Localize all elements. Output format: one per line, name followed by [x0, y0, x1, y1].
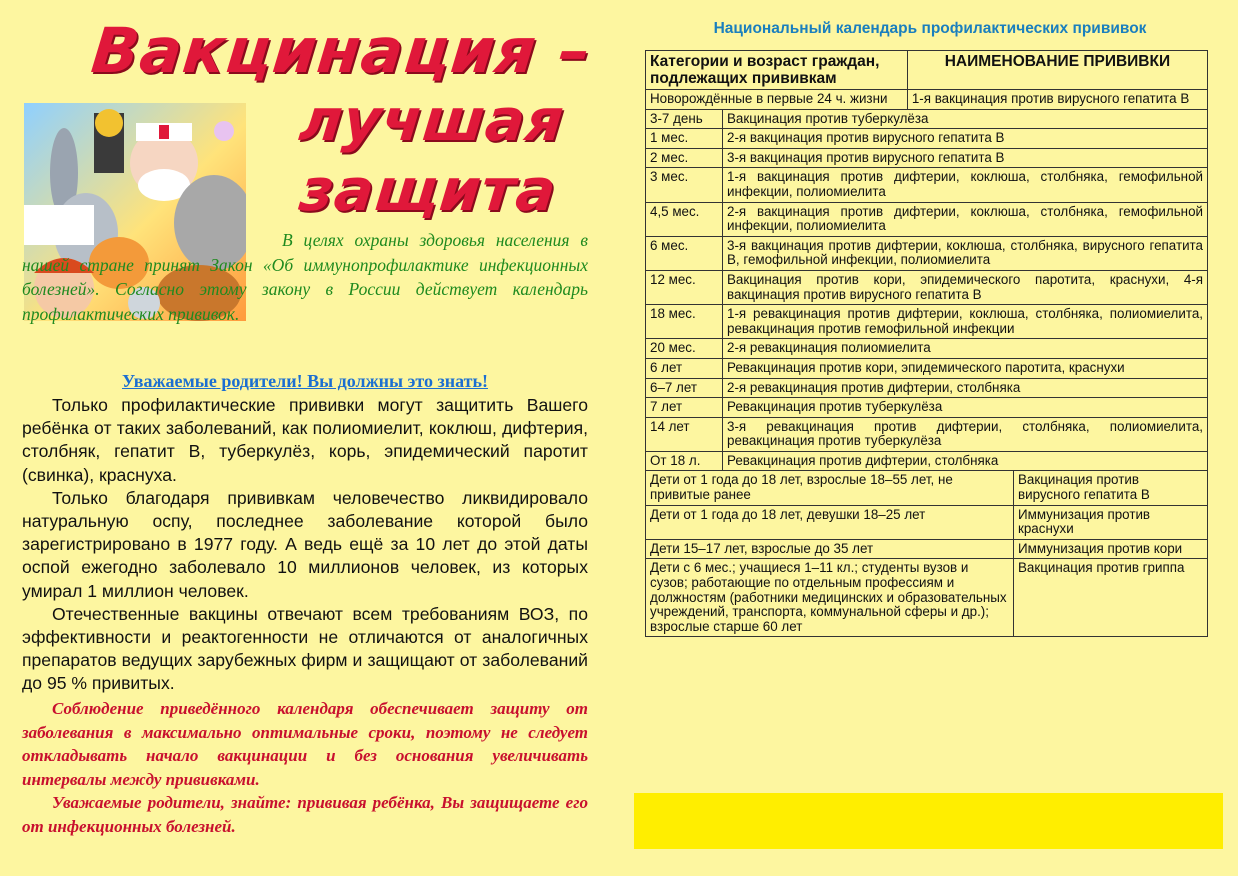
vaccine-cell: Иммунизация против кори	[1014, 539, 1208, 559]
vaccine-cell: 2-я ревакцинация полиомиелита	[723, 339, 1208, 359]
table-row	[646, 398, 1208, 418]
vaccine-cell: 2-я ревакцинация против дифтерии, столбняка	[723, 378, 1208, 398]
yellow-band	[634, 793, 1223, 849]
group-cell: Дети от 1 года до 18 лет, взрослые 18–55 лет, не привитые ранее	[646, 471, 1014, 505]
table-row	[646, 109, 1208, 129]
vaccine-cell: Ревакцинация против кори, эпидемического паротита, краснухи	[723, 358, 1208, 378]
table-row	[646, 129, 1208, 149]
advice-paragraph-1: Соблюдение приведённого календаря обеспечивает защиту от заболевания в максимально оптимальные сроки, поэтому не следует откладывать начало вакцинации и без основания увеличивать интервалы между прививками.	[22, 699, 588, 789]
table-row	[646, 270, 1208, 304]
vaccine-cell: 1-я вакцинация против вирусного гепатита В	[907, 90, 1207, 110]
vaccine-cell: 3-я вакцинация против дифтерии, коклюша, столбняка, вирусного гепатита В, гемофильной инфекции, полиомиелита	[723, 236, 1208, 270]
vaccine-cell: Ревакцинация против туберкулёза	[723, 398, 1208, 418]
table-row	[646, 148, 1208, 168]
parents-notice-heading: Уважаемые родители! Вы должны это знать!	[122, 371, 488, 391]
group-row	[646, 559, 1208, 637]
table-row	[646, 378, 1208, 398]
group-row	[646, 539, 1208, 559]
age-cell: 20 мес.	[646, 339, 723, 359]
age-cell: 12 мес.	[646, 270, 723, 304]
vaccine-cell: 1-я вакцинация против дифтерии, коклюша, столбняка, гемофильной инфекции, полиомиелита	[723, 168, 1208, 202]
title-line-1: Вакцинация –	[88, 14, 595, 87]
header-category: Категории и возраст граждан, подлежащих прививкам	[646, 51, 908, 90]
age-cell: Новорождённые в первые 24 ч. жизни	[646, 90, 908, 110]
vaccination-calendar-table	[645, 50, 1208, 637]
vaccine-cell: Вакцинация против вирусного гепатита В	[1014, 471, 1208, 505]
table-row	[646, 451, 1208, 471]
group-row	[646, 505, 1208, 539]
age-cell: 3-7 день	[646, 109, 723, 129]
table-row	[646, 236, 1208, 270]
group-row	[646, 471, 1208, 505]
table-row	[646, 305, 1208, 339]
vaccine-cell: 1-я ревакцинация против дифтерии, коклюша, столбняка, полиомиелита, ревакцинация против гемофильной инфекции	[723, 305, 1208, 339]
table-row	[646, 417, 1208, 451]
calendar-title: Национальный календарь профилактических прививок	[713, 20, 1147, 37]
vaccine-cell: Вакцинация против кори, эпидемического паротита, краснухи, 4-я вакцинация против вирусного гепатита В	[723, 270, 1208, 304]
title-line-2: лучшая	[296, 86, 568, 154]
intro-paragraph	[22, 228, 588, 326]
age-cell: 6 мес.	[646, 236, 723, 270]
main-text	[22, 394, 588, 696]
vaccine-cell: 2-я вакцинация против вирусного гепатита В	[723, 129, 1208, 149]
age-cell: 6–7 лет	[646, 378, 723, 398]
vaccine-cell: Ревакцинация против дифтерии, столбняка	[723, 451, 1208, 471]
age-cell: От 18 л.	[646, 451, 723, 471]
group-cell: Дети с 6 мес.; учащиеся 1–11 кл.; студенты вузов и сузов; работающие по отдельным профессиям и должностям (работники медицинских и образовательных учреждений, транспорта, коммунальной сферы и др.); взрослые старше 60 лет	[646, 559, 1014, 637]
vaccine-cell: 3-я ревакцинация против дифтерии, столбняка, полиомиелита, ревакцинация против туберкулёза	[723, 417, 1208, 451]
table-row	[646, 339, 1208, 359]
advice-text	[22, 697, 588, 838]
title-line-3: защита	[296, 156, 560, 224]
age-cell: 4,5 мес.	[646, 202, 723, 236]
age-cell: 1 мес.	[646, 129, 723, 149]
age-cell: 18 мес.	[646, 305, 723, 339]
age-cell: 7 лет	[646, 398, 723, 418]
group-cell: Дети 15–17 лет, взрослые до 35 лет	[646, 539, 1014, 559]
age-cell: 14 лет	[646, 417, 723, 451]
age-cell: 3 мес.	[646, 168, 723, 202]
header-vaccine: НАИМЕНОВАНИЕ ПРИВИВКИ	[907, 51, 1207, 90]
advice-paragraph-2: Уважаемые родители, знайте: прививая ребёнка, Вы защищаете его от инфекционных болезней.	[22, 793, 588, 836]
age-cell: 2 мес.	[646, 148, 723, 168]
table-header-row	[646, 51, 1208, 90]
group-cell: Дети от 1 года до 18 лет, девушки 18–25 лет	[646, 505, 1014, 539]
intro-text: В целях охраны здоровья населения в нашей стране принят Закон «Об иммунопрофилактике инфекционных болезней». Согласно этому закону в России действует календарь профилактических прививок.	[22, 230, 588, 324]
table-row	[646, 168, 1208, 202]
table-row	[646, 358, 1208, 378]
table-row	[646, 90, 1208, 110]
vaccine-cell: 3-я вакцинация против вирусного гепатита В	[723, 148, 1208, 168]
age-cell: 6 лет	[646, 358, 723, 378]
vaccine-cell: Вакцинация против туберкулёза	[723, 109, 1208, 129]
paragraph-3: Отечественные вакцины отвечают всем требованиям ВОЗ, по эффективности и реактогенности не отличаются от аналогичных препаратов ведущих зарубежных фирм и защищают от заболеваний до 95 % привитых.	[22, 603, 588, 694]
vaccine-cell: Вакцинация против гриппа	[1014, 559, 1208, 637]
paragraph-1: Только профилактические прививки могут защитить Вашего ребёнка от таких заболеваний, как полиомиелит, коклюш, дифтерия, столбняк, гепатит В, туберкулёз, корь, эпидемический паротит (свинка), краснуха.	[22, 395, 588, 485]
paragraph-2: Только благодаря прививкам человечество ликвидировало натуральную оспу, последнее заболевание которой было зарегистрировано в 1977 году. А ведь ещё за 10 лет до этой даты оспой ежегодно заболевало 10 миллионов человек, из которых умирал 1 миллион человек.	[22, 487, 588, 601]
table-row	[646, 202, 1208, 236]
vaccine-cell: Иммунизация против краснухи	[1014, 505, 1208, 539]
vaccine-cell: 2-я вакцинация против дифтерии, коклюша, столбняка, гемофильной инфекции, полиомиелита	[723, 202, 1208, 236]
